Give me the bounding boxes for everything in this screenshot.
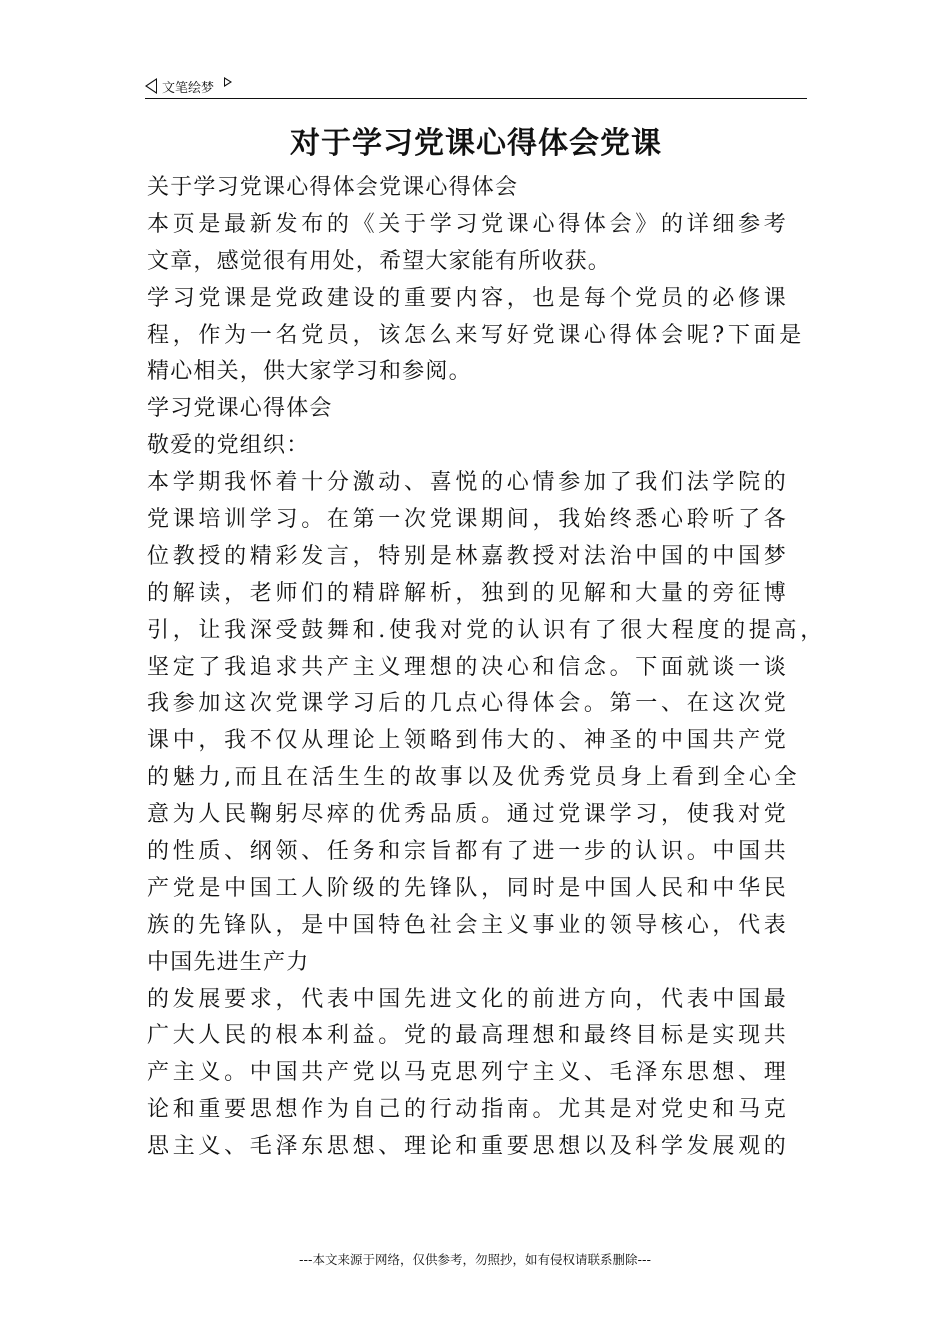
triangle-right-icon <box>224 77 232 87</box>
body-line: 的解读，老师们的精辟解析，独到的见解和大量的旁征博 <box>147 580 790 606</box>
body-line: 产党是中国工人阶级的先锋队，同时是中国人民和中华民 <box>147 875 790 901</box>
body-line: 坚定了我追求共产主义理想的决心和信念。下面就谈一谈 <box>147 654 790 680</box>
document-body <box>147 170 826 1166</box>
body-line: 我参加这次党课学习后的几点心得体会。第一、在这次党 <box>147 691 790 717</box>
body-line: 精心相关，供大家学习和参阅。 <box>147 359 472 385</box>
body-line: 产主义。中国共产党以马克思列宁主义、毛泽东思想、理 <box>147 1060 790 1086</box>
triangle-left-icon <box>145 78 157 94</box>
body-line: 本学期我怀着十分激动、喜悦的心情参加了我们法学院的 <box>147 470 790 496</box>
body-line: 本页是最新发布的《关于学习党课心得体会》的详细参考 <box>147 211 790 237</box>
page-header <box>145 74 807 98</box>
body-line: 敬爱的党组织： <box>147 433 310 459</box>
body-line: 文章，感觉很有用处，希望大家能有所收获。 <box>147 248 612 274</box>
body-line: 的性质、纲领、任务和宗旨都有了进一步的认识。中国共 <box>147 839 790 865</box>
body-line: 程，作为一名党员，该怎么来写好党课心得体会呢?下面是 <box>147 322 805 348</box>
body-line: 意为人民鞠躬尽瘁的优秀品质。通过党课学习，使我对党 <box>147 802 790 828</box>
body-line: 学习党课心得体会 <box>147 396 333 422</box>
body-line: 课中，我不仅从理论上领略到伟大的、神圣的中国共产党 <box>147 728 790 754</box>
page-footer: ---本文来源于网络，仅供参考，勿照抄，如有侵权请联系删除--- <box>298 1252 652 1267</box>
body-line: 思主义、毛泽东思想、理论和重要思想以及科学发展观的 <box>147 1134 790 1160</box>
header-divider <box>145 98 807 99</box>
body-line: 广大人民的根本利益。党的最高理想和最终目标是实现共 <box>147 1023 790 1049</box>
body-line: 位教授的精彩发言，特别是林嘉教授对法治中国的中国梦 <box>147 543 790 569</box>
body-line: 学习党课是党政建设的重要内容，也是每个党员的必修课 <box>147 285 790 311</box>
body-line: 中国先进生产力 <box>147 949 310 975</box>
body-line: 的魅力,而且在活生生的故事以及优秀党员身上看到全心全 <box>147 765 801 791</box>
body-line: 引，让我深受鼓舞和.使我对党的认识有了很大程度的提高， <box>147 617 826 643</box>
body-line: 党课培训学习。在第一次党课期间，我始终悉心聆听了各 <box>147 507 790 533</box>
body-line: 关于学习党课心得体会党课心得体会 <box>147 175 519 200</box>
body-line: 的发展要求，代表中国先进文化的前进方向，代表中国最 <box>147 986 790 1012</box>
body-line: 族的先锋队，是中国特色社会主义事业的领导核心，代表 <box>147 912 790 938</box>
body-line: 论和重要思想作为自己的行动指南。尤其是对党史和马克 <box>147 1097 790 1123</box>
header-brand: 文笔绘梦 <box>162 80 215 96</box>
document-title: 对于学习党课心得体会党课 <box>290 126 662 161</box>
